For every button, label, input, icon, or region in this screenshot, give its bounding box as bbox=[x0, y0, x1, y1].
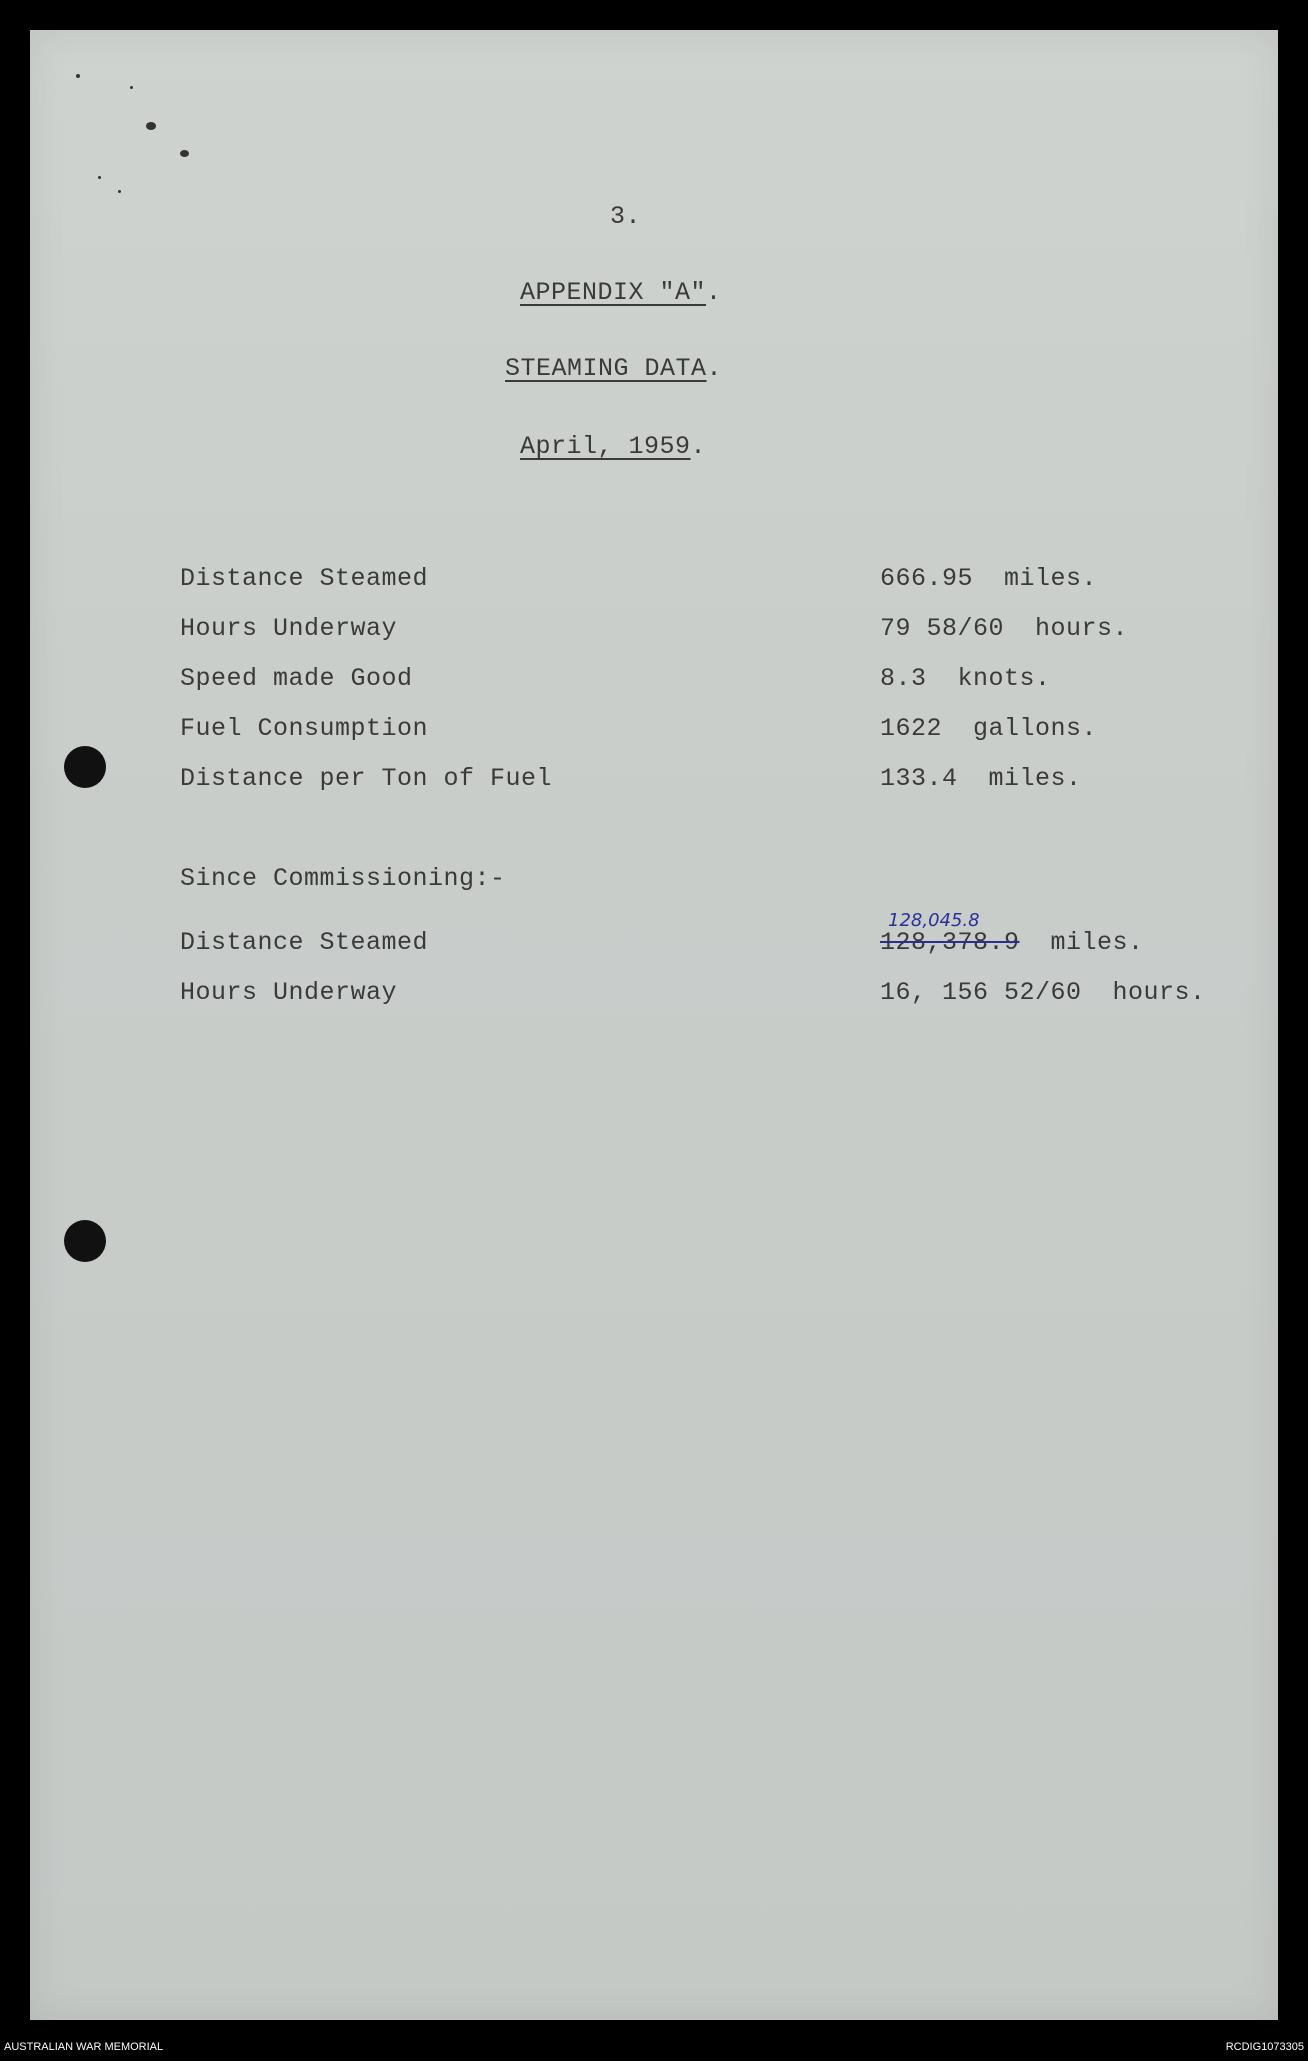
since-heading: Since Commissioning:- bbox=[180, 864, 506, 893]
row-unit: miles. bbox=[1019, 928, 1144, 957]
appendix-title-period: . bbox=[706, 278, 722, 307]
handwritten-correction: 128,045.8 bbox=[888, 910, 980, 931]
row-value: 1622 gallons. bbox=[880, 714, 1098, 743]
row-label: Speed made Good bbox=[180, 664, 413, 693]
paper-speck bbox=[146, 122, 156, 130]
struck-value: 128,378.9 bbox=[880, 928, 1020, 957]
row-label: Distance Steamed bbox=[180, 564, 429, 593]
row-value: 666.95 miles. bbox=[880, 564, 1098, 593]
period-label-period: . bbox=[690, 432, 707, 461]
paper-speck bbox=[130, 86, 133, 89]
row-value: 133.4 miles. bbox=[880, 764, 1082, 793]
row-value: 79 58/60 hours. bbox=[880, 614, 1129, 643]
row-value: 8.3 knots. bbox=[880, 664, 1051, 693]
row-label: Hours Underway bbox=[180, 978, 398, 1007]
row-label: Hours Underway bbox=[180, 614, 398, 643]
row-label: Fuel Consumption bbox=[180, 714, 429, 743]
punch-hole-lower bbox=[64, 1220, 106, 1262]
row-value bbox=[880, 928, 1144, 957]
page-number: 3. bbox=[610, 202, 642, 231]
appendix-title bbox=[520, 278, 722, 307]
document-sheet bbox=[30, 30, 1278, 2020]
row-label: Distance per Ton of Fuel bbox=[180, 764, 553, 793]
paper-speck bbox=[118, 190, 121, 193]
period-label bbox=[520, 432, 706, 461]
section-title-period: . bbox=[706, 354, 723, 383]
punch-hole-upper bbox=[64, 746, 106, 788]
footer-right: RCDIG1073305 bbox=[1225, 2041, 1304, 2053]
paper-speck bbox=[180, 150, 189, 157]
row-label: Distance Steamed bbox=[180, 928, 429, 957]
paper-speck bbox=[76, 74, 80, 78]
paper-speck bbox=[98, 176, 101, 179]
section-title-text: STEAMING DATA bbox=[505, 354, 707, 383]
row-value: 16, 156 52/60 hours. bbox=[880, 978, 1206, 1007]
period-label-text: April, 1959 bbox=[520, 432, 691, 461]
footer-left: AUSTRALIAN WAR MEMORIAL bbox=[4, 2041, 164, 2053]
appendix-title-text: APPENDIX "A" bbox=[520, 278, 707, 307]
section-title bbox=[505, 354, 722, 383]
